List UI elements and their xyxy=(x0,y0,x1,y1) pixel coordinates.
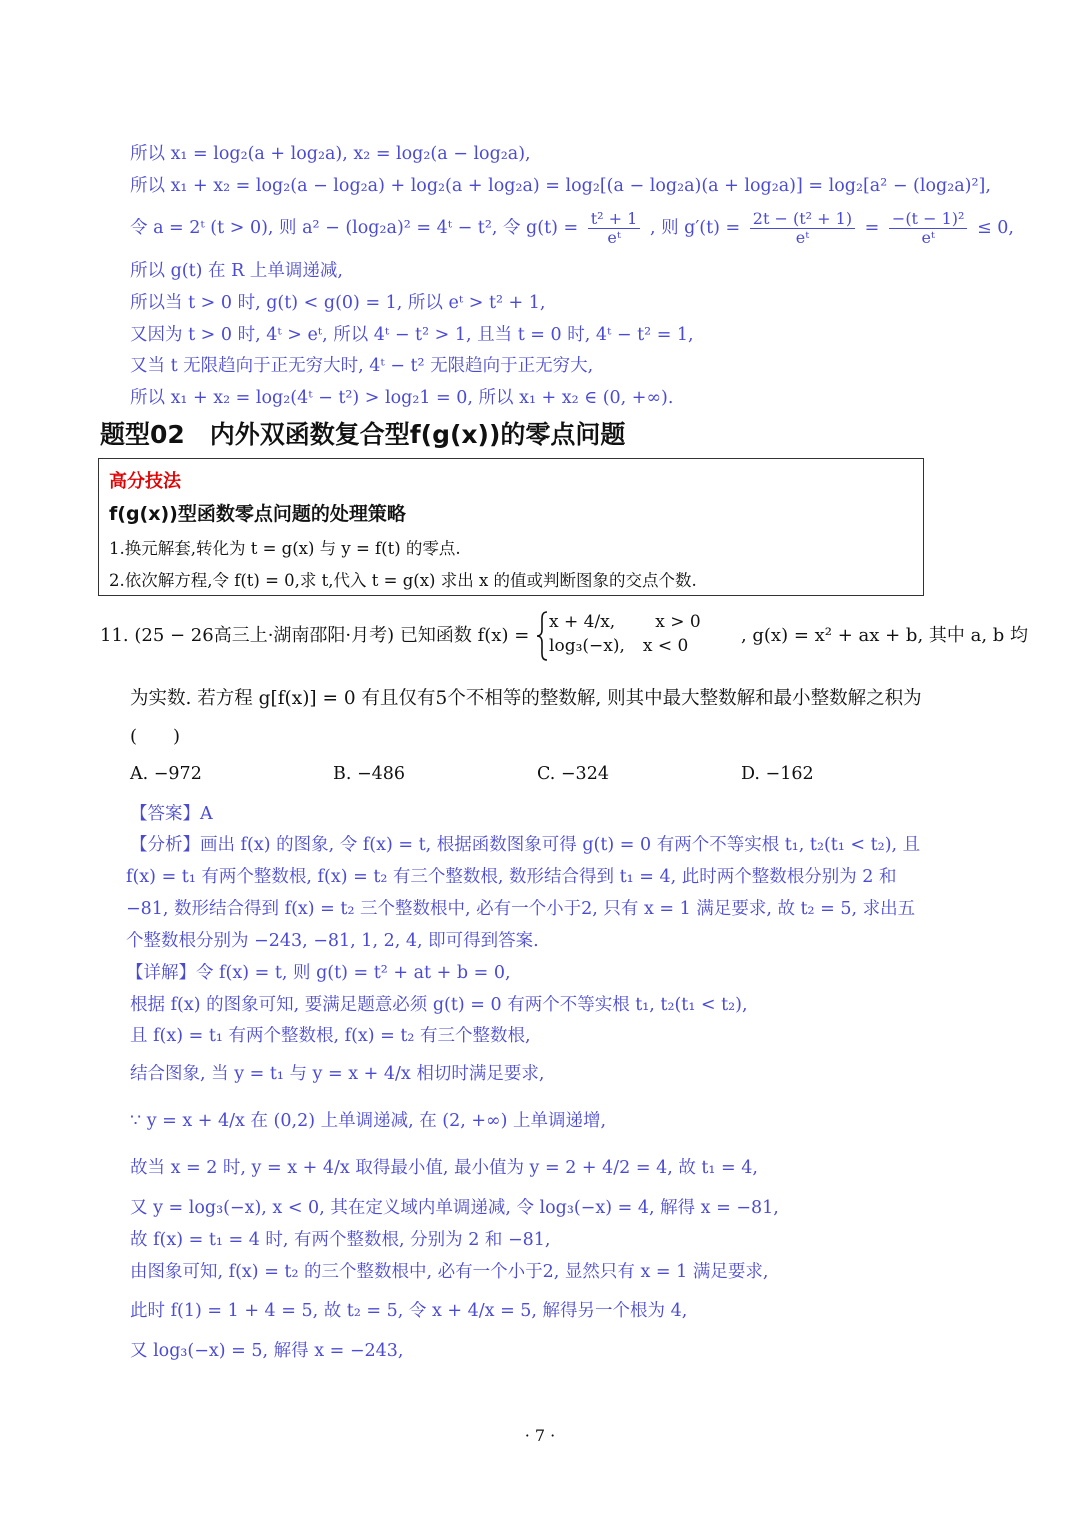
answer-line-7: 根据 f(x) 的图象可知, 要满足题意必须 g(t) = 0 有两个不等实根 t₁, t₂(t₁ < t₂), xyxy=(130,995,748,1015)
question-suffix: , g(x) = x² + ax + b, 其中 a, b 均 xyxy=(740,625,1029,646)
gprime-numerator: 2t − (t² + 1) xyxy=(750,210,855,229)
answer-line-10: ∵ y = x + 4/x 在 (0,2) 上单调递减, 在 (2, +∞) 上单调递增, xyxy=(130,1111,607,1131)
question-line-2: 为实数. 若方程 g[f(x)] = 0 有且仅有5个不相等的整数解, 则其中最大整数解和最小整数解之积为 xyxy=(130,688,922,709)
solution-line-4: 所以 g(t) 在 R 上单调递减, xyxy=(130,261,343,281)
piece1-cond: x > 0 xyxy=(655,612,701,632)
piece-row-2 xyxy=(549,634,735,658)
answer-line-3: f(x) = t₁ 有两个整数根, f(x) = t₂ 有三个整数根, 数形结合得到 t₁ = 4, 此时两个整数根分别为 2 和 xyxy=(126,867,897,887)
answer-line-15: 此时 f(1) = 1 + 4 = 5, 故 t₂ = 5, 令 x + 4/x = 5, 解得另一个根为 4, xyxy=(130,1301,688,1321)
tip-box xyxy=(98,458,924,596)
left-brace-icon xyxy=(535,610,549,662)
piece2-expr: log₃(−x), xyxy=(549,636,625,656)
tip-item-1: 1.换元解套,转化为 t = g(x) 与 y = f(t) 的零点. xyxy=(109,539,461,558)
gprime-denominator: eᵗ xyxy=(795,228,810,247)
option-c: C. −324 xyxy=(537,764,609,784)
gprime2-denominator: eᵗ xyxy=(921,228,935,247)
piece-row-1 xyxy=(549,610,735,634)
section-heading: 题型02 内外双函数复合型f(g(x))的零点问题 xyxy=(100,420,626,449)
question-stem xyxy=(100,610,1028,658)
answer-line-14: 由图象可知, f(x) = t₂ 的三个整数根中, 必有一个小于2, 显然只有 x = 1 满足要求, xyxy=(130,1262,769,1282)
g-fraction xyxy=(588,210,641,247)
solution-line-2: 所以 x₁ + x₂ = log₂(a − log₂a) + log₂(a + log₂a) = log₂[(a − log₂a)(a + log₂a)] = log₂[a² − (log₂a)²], xyxy=(130,176,991,196)
answer-line-1: 【答案】A xyxy=(130,804,213,824)
tip-item-2: 2.依次解方程,令 f(t) = 0,求 t,代入 t = g(x) 求出 x 的值或判断图象的交点个数. xyxy=(109,571,697,590)
le-zero: ≤ 0, xyxy=(976,218,1014,238)
answer-line-5: 个整数根分别为 −243, −81, 1, 2, 4, 即可得到答案. xyxy=(126,931,539,951)
gprime-fraction xyxy=(750,210,855,247)
option-a: A. −972 xyxy=(130,764,202,784)
g-fraction-denominator: eᵗ xyxy=(607,228,621,247)
solution-line-1: 所以 x₁ = log₂(a + log₂a), x₂ = log₂(a − log₂a), xyxy=(130,144,531,164)
solution-line-3-text: 令 a = 2ᵗ (t > 0), 则 a² − (log₂a)² = 4ᵗ − t², 令 g(t) = xyxy=(130,218,579,238)
answer-line-16: 又 log₃(−x) = 5, 解得 x = −243, xyxy=(130,1341,404,1361)
answer-line-6: 【详解】令 f(x) = t, 则 g(t) = t² + at + b = 0, xyxy=(126,963,511,983)
equals-sign: = xyxy=(864,218,880,238)
gprime2-numerator: −(t − 1)² xyxy=(889,210,968,229)
solution-line-6: 又因为 t > 0 时, 4ᵗ > eᵗ, 所以 4ᵗ − t² > 1, 且当 t = 0 时, 4ᵗ − t² = 1, xyxy=(130,325,694,345)
gprime-text: , 则 g′(t) = xyxy=(649,218,741,238)
question-prefix: 11. (25 − 26高三上·湖南邵阳·月考) 已知函数 f(x) = xyxy=(100,625,530,646)
answer-line-9: 结合图象, 当 y = t₁ 与 y = x + 4/x 相切时满足要求, xyxy=(130,1064,545,1084)
answer-line-11: 故当 x = 2 时, y = x + 4/x 取得最小值, 最小值为 y = 2 + 4/2 = 4, 故 t₁ = 4, xyxy=(130,1158,758,1178)
option-b: B. −486 xyxy=(333,764,406,784)
tip-box-subtitle: f(g(x))型函数零点问题的处理策略 xyxy=(109,503,406,525)
answer-line-13: 故 f(x) = t₁ = 4 时, 有两个整数根, 分别为 2 和 −81, xyxy=(130,1230,551,1250)
answer-line-12: 又 y = log₃(−x), x < 0, 其在定义域内单调递减, 令 log₃(−x) = 4, 解得 x = −81, xyxy=(130,1198,779,1218)
tip-box-title: 高分技法 xyxy=(109,471,181,492)
answer-line-8: 且 f(x) = t₁ 有两个整数根, f(x) = t₂ 有三个整数根, xyxy=(130,1026,531,1046)
option-d: D. −162 xyxy=(741,764,814,784)
piecewise-rows xyxy=(549,610,735,658)
solution-line-8: 所以 x₁ + x₂ = log₂(4ᵗ − t²) > log₂1 = 0, 所以 x₁ + x₂ ∈ (0, +∞). xyxy=(130,388,674,408)
piece1-expr: x + 4/x, xyxy=(549,612,616,632)
gprime2-fraction xyxy=(889,210,968,247)
question-paren: ( ) xyxy=(130,726,181,747)
solution-line-7: 又当 t 无限趋向于正无穷大时, 4ᵗ − t² 无限趋向于正无穷大, xyxy=(130,356,594,376)
answer-line-2: 【分析】画出 f(x) 的图象, 令 f(x) = t, 根据函数图象可得 g(t) = 0 有两个不等实根 t₁, t₂(t₁ < t₂), 且 xyxy=(130,835,921,855)
answer-line-4: −81, 数形结合得到 f(x) = t₂ 三个整数根中, 必有一个小于2, 只有 x = 1 满足要求, 故 t₂ = 5, 求出五 xyxy=(126,899,916,919)
piece2-cond: x < 0 xyxy=(642,636,689,656)
solution-line-5: 所以当 t > 0 时, g(t) < g(0) = 1, 所以 eᵗ > t² + 1, xyxy=(130,293,546,313)
solution-line-3 xyxy=(130,210,1014,247)
page-number: · 7 · xyxy=(524,1426,556,1445)
g-fraction-numerator: t² + 1 xyxy=(588,210,641,229)
piecewise-function xyxy=(535,610,735,658)
